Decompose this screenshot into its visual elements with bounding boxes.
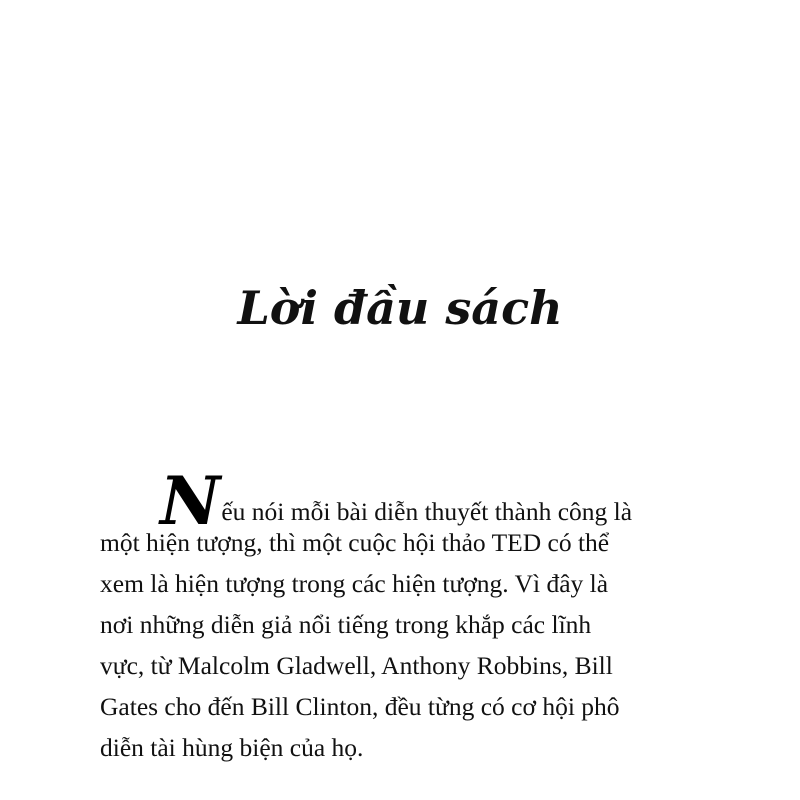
paragraph-line-text: ếu nói mỗi bài diễn thuyết thành công là [221,497,633,526]
paragraph-line: xem là hiện tượng trong các hiện tượng. Vì đây là [100,569,609,598]
paragraph-line [100,462,712,540]
paragraph-line: diễn tài hùng biện của họ. [100,733,364,762]
chapter-title: Lời đầu sách [237,281,563,335]
paragraph-line: Gates cho đến Bill Clinton, đều từng có cơ hội phô [100,692,620,721]
body-paragraph [100,462,712,768]
paragraph-line: nơi những diễn giả nổi tiếng trong khắp các lĩnh [100,610,592,639]
paragraph-line: vực, từ Malcolm Gladwell, Anthony Robbins, Bill [100,651,613,680]
paragraph-line: một hiện tượng, thì một cuộc hội thảo TED có thể [100,528,610,557]
drop-cap-letter: N [160,462,221,540]
